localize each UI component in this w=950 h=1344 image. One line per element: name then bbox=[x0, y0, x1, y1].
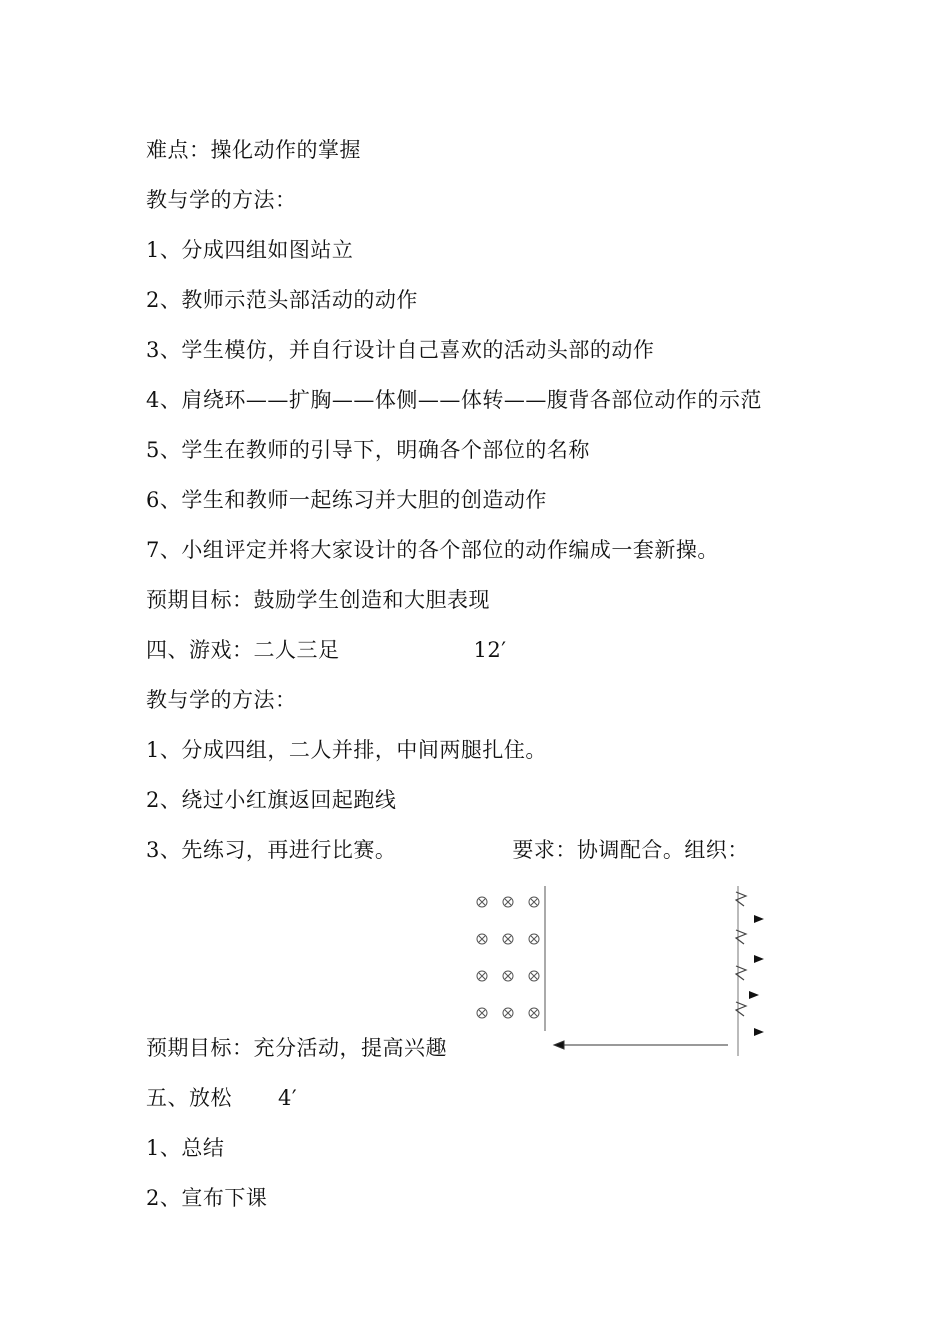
method-heading: 教与学的方法： bbox=[146, 188, 297, 212]
arrow-right-icon bbox=[754, 915, 764, 923]
student-icon bbox=[477, 897, 487, 907]
step-line: 3、学生模仿，并自行设计自己喜欢的活动头部的动作 bbox=[146, 338, 655, 362]
relax-time: 4′ bbox=[278, 1086, 298, 1110]
student-icon bbox=[503, 1008, 513, 1018]
step-line: 1、总结 bbox=[146, 1136, 225, 1160]
step-line: 4、肩绕环——扩胸——体侧——体转——腹背各部位动作的示范 bbox=[146, 388, 762, 412]
return-arrow bbox=[554, 1041, 728, 1049]
student-icon bbox=[477, 934, 487, 944]
step-line bbox=[146, 836, 749, 864]
step-line: 6、学生和教师一起练习并大胆的创造动作 bbox=[146, 488, 547, 512]
student-icon bbox=[503, 934, 513, 944]
requirement-text: 要求：协调配合。组织： bbox=[512, 838, 749, 862]
difficulty-line: 难点：操化动作的掌握 bbox=[146, 138, 361, 162]
formation-diagram bbox=[470, 878, 780, 1063]
student-icon bbox=[503, 971, 513, 981]
student-icon bbox=[477, 971, 487, 981]
game-time: 12′ bbox=[473, 638, 507, 662]
step-line: 5、学生在教师的引导下，明确各个部位的名称 bbox=[146, 438, 590, 462]
arrow-right-icon bbox=[754, 955, 764, 963]
method-heading: 教与学的方法： bbox=[146, 688, 297, 712]
arrow-right-icon bbox=[754, 1028, 764, 1036]
student-icon bbox=[529, 1008, 539, 1018]
step-line: 1、分成四组如图站立 bbox=[146, 238, 354, 262]
arrow-left-icon bbox=[554, 1041, 564, 1049]
student-icon bbox=[529, 897, 539, 907]
flag-arrow-icons bbox=[749, 915, 764, 1036]
arrow-right-icon bbox=[749, 991, 759, 999]
student-icon bbox=[503, 897, 513, 907]
relax-title: 五、放松 bbox=[146, 1086, 232, 1110]
student-icon bbox=[477, 1008, 487, 1018]
step-line: 2、宣布下课 bbox=[146, 1186, 268, 1210]
goal-line: 预期目标：鼓励学生创造和大胆表现 bbox=[146, 588, 490, 612]
goal-line: 预期目标：充分活动，提高兴趣 bbox=[146, 1036, 447, 1060]
step-line: 1、分成四组，二人并排，中间两腿扎住。 bbox=[146, 738, 547, 762]
student-group-icons bbox=[477, 897, 539, 1018]
relax-heading bbox=[146, 1084, 297, 1112]
step-line: 7、小组评定并将大家设计的各个部位的动作编成一套新操。 bbox=[146, 538, 719, 562]
game-heading bbox=[146, 636, 507, 664]
student-icon bbox=[529, 934, 539, 944]
student-icon bbox=[529, 971, 539, 981]
step-line: 2、教师示范头部活动的动作 bbox=[146, 288, 418, 312]
game-title: 四、游戏：二人三足 bbox=[146, 638, 340, 662]
step-text: 3、先练习，再进行比赛。 bbox=[146, 838, 397, 862]
step-line: 2、绕过小红旗返回起跑线 bbox=[146, 788, 397, 812]
